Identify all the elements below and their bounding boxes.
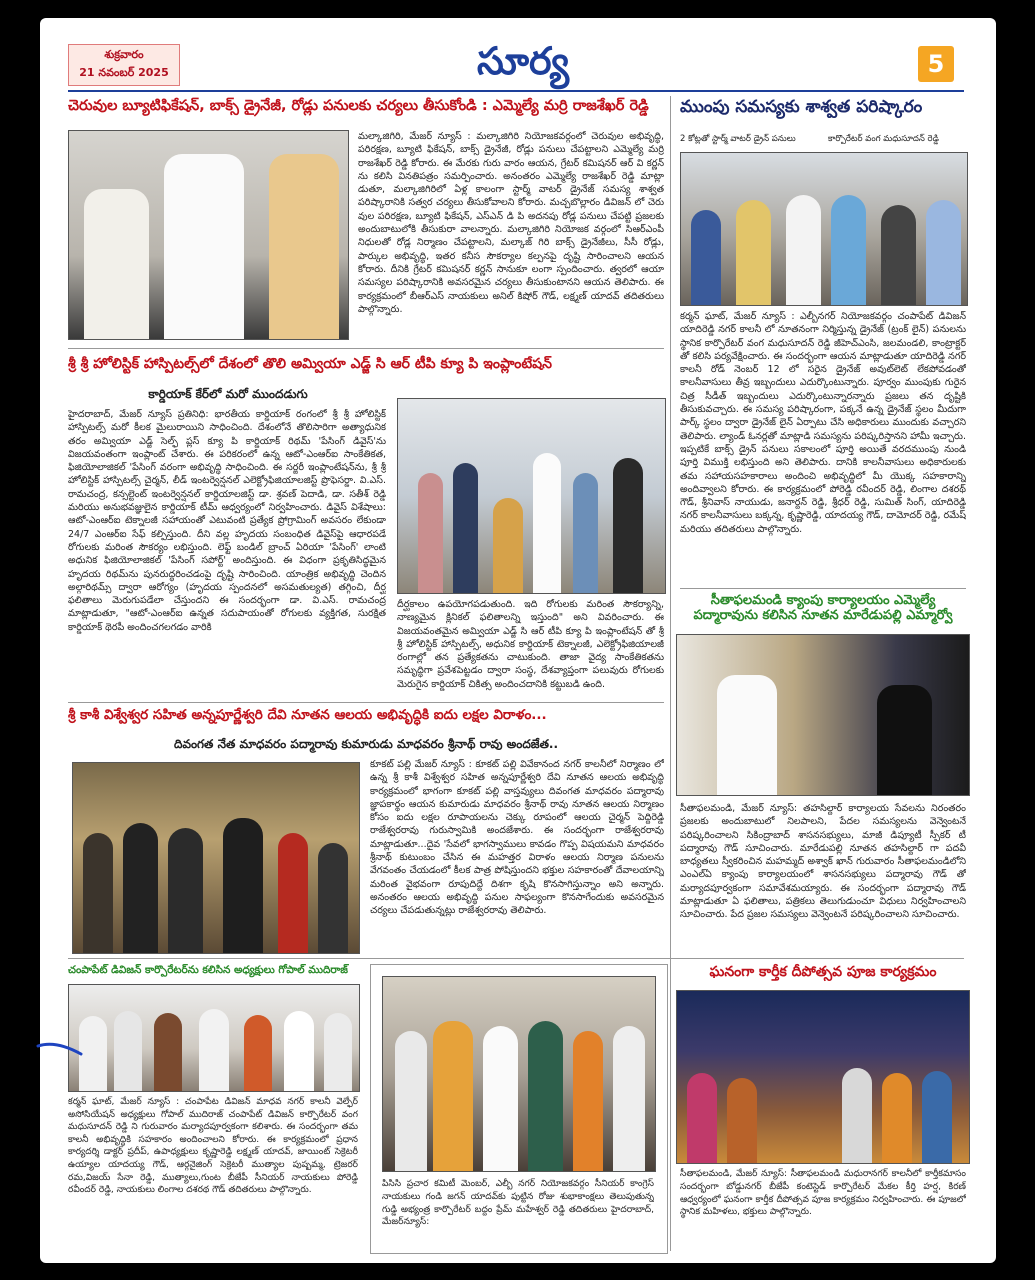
story3-body-left: హైదరాబాద్, మేజర్ న్యూస్ ప్రతినిధి: భారతీయ కార్డియాక్ రంగంలో శ్రీ శ్రీ హోలిస్టిక్ హాస్పిటల్స్ మరో కీలక మైలురాయిని సాధించింది. దేశంలోనే తొలిసారిగా అత్యాధునిక తరం అమ్వియా ఎడ్జ్ సెల్ఫ్ ప్లస్ క్యూ పి కార్డియాక్ రిథమ్ 'పేసింగ్ డివైస్'ను విజయవంతంగా ఇంప్లాంట్ చేశారు. ఈ పరికరంలో ఉన్న ఆటో-ఎంఆర్ఐ సాంకేతికత, ఫిజియోలాజికల్ 'పేసింగ్ వరంగా అభివృద్ధి సాధించింది. ఈ సర్జరీ ఇంప్లాంటేషన్‌ను, శ్రీ శ్రీ హోలిస్టిక్ హాస్పిటల్స్ చైర్మన్, లీడ్ ఇంటర్వెన్షనల్ ఎలెక్ట్రోఫిజియాలజిస్ట్ ప్రొఫెసర్డా. వి.ఎస్. రామచంద్ర, కన్సల్టెంట్ ఇంటర్వెన్షనల్ కార్డియాలజిస్ట్ డా. శ్రవణ్ పెదాడి, డా. సతీశ్ రెడ్డి మరియు అనుభవజ్ఞులైన కార్డియాక్ టీమ్ ఆధ్వర్యంలో నిర్వహించారు. డివైస్ విశేషాలు: ఆటో-ఎంఆర్ఐ టెక్నాలజీ సహాయంతో ఎటువంటి ప్రత్యేక ప్రోగ్రామింగ్ అవసరం లేకుండా 24/7 ఎంఆర్ఐ సేఫ్ కల్పిస్తుంది. దీని వల్ల హృదయ సంబంధిత డివైస్‌పై ఆధారపడే రోగులకు మరింత సౌకర్యం లభిస్తుంది. లెఫ్ట్ బండిల్ బ్రాంచ్ ఏరియా 'పేసింగ్' లాంటి అధునిక ఫిజియోలాజికల్ 'పేసింగ్ సపోర్ట్' అందిస్తుంది. ఈ విధంగా ప్రకృతిసిద్ధమైన హృదయ రిథమ్‌ను పునరుద్ధరించడంపై దృష్టి సారించింది. యాంత్రిక అభివృద్ధి చెందిన అల్గారిథమ్స్ ద్వారా ఆరోగ్యం (హృదయ స్పందనలో అసమతుల్యత) తగ్గించి, దీర్ఘ ఫలితాలు మెరుగుపడేలా చేస్తుందని ఈ సందర్భంగా డా. వి.ఎస్. రామచంద్ర మాట్లాడుతూ, "ఆటో-ఎంఆర్ఐ ఉన్నత సదుపాయంతో రోగులకు వ్యక్తిగత, సురక్షిత కార్డియాక్ థెరపీ అందించగలగడం వారికి <box>68 409 386 633</box>
newspaper-page <box>40 18 996 1263</box>
person-figure <box>164 154 244 339</box>
person-figure <box>395 1031 427 1171</box>
person-figure <box>269 154 339 339</box>
story2-photo <box>680 152 968 306</box>
person-figure <box>687 1073 717 1163</box>
person-figure <box>736 200 771 305</box>
person-figure <box>882 1073 912 1163</box>
story8-body: సీతాఫలమండి, మేజర్ న్యూస్: సీతాఫలమండి మధురానగర్ కాలనీలో కార్తీకమాసం సందర్భంగా బోడ్డునగర్ బీజేపీ కంటెస్టెడ్ కార్పొరేటర్ మేకల కీర్తి హర్ష, కిరణ్ ఆధ్వర్యంలో ఘనంగా కార్తీక దీపోత్సవ పూజ కార్యక్రమం నిర్వహించారు. ఈ పూజలో స్థానిక మహిళలు, భక్తులు పాల్గొన్నారు. <box>680 1169 966 1218</box>
person-figure <box>168 828 203 953</box>
section-rule <box>68 702 664 703</box>
story2-tag-right: కార్పొరేటర్ వంగ మధుసూదన్ రెడ్డి <box>828 134 939 144</box>
page-number: 5 <box>927 50 945 78</box>
story4-headline: శ్రీ కాశీ విశ్వేశ్వర సహిత అన్నపూర్ణేశ్వరి దేవి నూతన ఆలయ అభివృద్ధికి ఐదు లక్షల విరాళం... <box>68 707 547 723</box>
story3-photo <box>397 398 666 594</box>
person-figure <box>573 473 598 593</box>
section-rule <box>68 348 664 349</box>
story3-body-right: దీర్ఘకాలం ఉపయోగపడుతుంది. ఇది రోగులకు మరింత సౌకర్యాన్ని, నాణ్యమైన క్లినికల్ ఫలితాలన్ని ఇస్తుంది" అని వివరించారు. ఈ విజయవంతమైన అమ్వియా ఎడ్జ్ సి ఆర్ టీపి క్యూ పి ఇంప్లాంటేషన్ తో శ్రీ శ్రీ హోలిస్టిక్ హాస్పిటల్స్, అధునిక కార్డియాక్ టెక్నాలజీ, ఎలెక్ట్రోఫిజియాలజీ రంగాల్లో తన ప్రత్యేకతను చాటుకుంది. తాజా వైద్య సాంకేతికతను సమృద్ధిగా ప్రవేశపెట్టడం ద్వారా సంస్థ, దేశవ్యాప్తంగా పలువురు రోగులకు మెరుగైన కార్డియాక్ చికిత్స అందించదానికి కట్టుబడి ఉంది. <box>397 599 664 690</box>
person-figure <box>154 1013 182 1091</box>
person-figure <box>926 200 961 305</box>
person-figure <box>877 685 932 795</box>
person-figure <box>453 463 478 593</box>
person-figure <box>691 210 721 305</box>
story5-headline: సీతాఫలమండి క్యాంపు కార్యాలయం ఎమ్మెల్యే పద్మారావును కలిసిన నూతన మారేడుపల్లి ఎమ్మార్వో <box>693 593 953 623</box>
story6-photo <box>68 984 360 1092</box>
person-figure <box>533 453 561 593</box>
person-figure <box>223 818 263 953</box>
story4-subhead: దివంగత నేత మాధవరం పద్మారావు కుమారుడు మాధవరం శ్రీనాథ్ రావు అందజేత.. <box>173 737 559 751</box>
person-figure <box>573 1031 603 1171</box>
person-figure <box>717 675 777 795</box>
person-figure <box>831 195 866 305</box>
masthead-day: శుక్రవారం <box>104 48 144 61</box>
story8-headline: ఘనంగా కార్తీక దీపోత్సవ పూజ కార్యక్రమం <box>709 964 937 980</box>
masthead-logo: సూర్య <box>477 38 569 83</box>
person-figure <box>83 833 113 953</box>
story6-headline: చంపాపేట్ డివిజన్ కార్పొరేటర్‌ను కలిసిన అధ్యక్షులు గోపాల్ ముదిరాజ్ <box>68 964 348 976</box>
person-figure <box>278 833 308 953</box>
story4-photo <box>72 762 360 954</box>
person-figure <box>613 458 643 593</box>
story2-headline: ముంపు సమస్యకు శాశ్వత పరిష్కారం <box>680 97 923 117</box>
person-figure <box>842 1068 872 1163</box>
story5-photo <box>676 634 970 796</box>
masthead-date: 21 నవంబర్ 2025 <box>79 66 169 79</box>
story8-photo <box>676 990 970 1164</box>
story1-body: మల్కాజిగిరి, మేజర్ న్యూస్ : మల్కాజిగిరి నియోజకవర్గంలో చెరువుల అభివృద్ధి, పరిరక్షణ, బ్యూటి ఫికేషన్, బాక్స్ డ్రైనేజీ, రోడ్లు పనులు చేపట్టాలని ఎమ్మెల్యే మర్రి రాజశేఖర్ రెడ్డి కోరారు. ఈ మేరకు గురు వారం ఆయన, గ్రేటర్ కమిషనర్ ఆర్ వి కర్ణన్ ను కలిసి వినతిపత్రం సమర్పించారు. అనంతరం ఎమ్మెల్యే రాజశేఖర్ రెడ్డి మాట్లా డుతూ, మల్కాజిగిరిలో ఏళ్ల కాలంగా స్టార్మ్ వాటర్ డ్రైనేజ్ సమస్య శాశ్వత పరిష్కారానికి సత్వర చర్యలు తీసుకోవాలని కోరారు. మచ్చబొల్లారం డివిజన్ లో చెరు వుల పరిరక్షణ, బ్యూటి ఫికేషన్, ఎస్ఎన్ డి పి అదనపు రోడ్ల పనులు చేపట్టి ప్రజలకు అందుబాటులోకి తీసుకురా వాలన్నారు. మల్కాజిగిరి నియోజక వర్గంలో సిఆర్ఎంపీ నిధులతో రోడ్ల నిర్మాణం చేపట్టాలని, మల్కాజ్ గిరి బాక్స్ డ్రైనేజీలు, సీసీ రోడ్లు, పార్కుల అభివృద్ధి, ఇతర కనీస సౌకర్యాల కల్పనపై దృష్టి సారించాలని ఆయన కోరారు. దీనికి గ్రేటర్ కమిషనర్ కర్ణన్ సానుకూ లంగా స్పందించారు. త్వరలో ఆయా సమస్యల పరిష్కారానికి అవసరమైన చర్యలు తీసుకుంటానని ఆయన తెలిపారు. ఈ కార్యక్రమంలో బీఆర్ఎస్ నాయకులు అనిల్ కిషోర్ గౌడ్, లక్ష్మణ్ యాదవ్ తదితరులు పాల్గొన్నారు. <box>358 131 664 315</box>
person-figure <box>199 1009 229 1091</box>
story2-tag-left: 2 కోట్లతో స్టార్మ్ వాటర్ డ్రైన్ పనులు <box>680 134 796 144</box>
person-figure <box>114 1011 142 1091</box>
person-figure <box>922 1071 952 1163</box>
person-figure <box>493 498 523 593</box>
story4-body: కూకట్ పల్లి మేజర్ న్యూస్ : కూకట్ పల్లి వివేకానంద నగర్ కాలనీలో నిర్మాణం లో ఉన్న శ్రీ కాశీ విశ్వేశ్వర సహిత అన్నపూర్ణేశ్వరి దేవి నూతన ఆలయ అభివృద్ధి కార్యక్రమంలో భాగంగా కూకట్ పల్లి వాస్తవ్యులు దివంగత మాధవరం పద్మారావు జ్ఞాపకార్థం ఆయన కుమారుడు మాధవరం శ్రీనాథ్ రావు నూతన ఆలయ నిర్మాణం కోసం ఐదు లక్షల రూపాయలను చెక్కు రూపంలో ఆలయ చైర్మన్ పెద్దిరెడ్డి రాజేశ్వరరావు గురుస్వామికి అందజేశారు. ఈ సందర్భంగా రాజేశ్వరరావు మాట్లాడుతూ...దైవ 'సేవలో భాగస్వాములు కావడం గొప్ప విషయమని మాధవరం శ్రీనాథ్ కుటుంబం చేసిన ఈ మహత్తర విరాళం ఆలయ నిర్మాణ పనులను వేగవంతం చేయడంలో కీలక పాత్ర పోషిస్తుందని భక్తుల సహకారంతో దేవాలయాన్ని మరింత వైభవంగా రూపుదిద్దే దిశగా కృషి కొనసాగిస్తున్నాం అని అన్నారు. అనంతరం ఆలయ అభివృద్ధి పనుల సాఫల్యంగా కొనసాగేందుకు అవసరమైన చర్యలు చేపడుతున్నట్లు రాజేశ్వరరావు తెలిపారు. <box>370 759 664 917</box>
person-figure <box>528 1021 563 1171</box>
story1-headline: చెరువుల బ్యూటిఫికేషన్, బాక్స్ డ్రైనేజీ, రోడ్లు పనులకు చర్యలు తీసుకోండి : ఎమ్మెల్యే మర్రి రాజశేఖర్ రెడ్డి <box>68 98 649 114</box>
masthead-date-box <box>68 44 180 86</box>
section-rule <box>68 958 964 959</box>
page-number-badge <box>918 46 954 82</box>
person-figure <box>881 205 916 305</box>
story1-photo <box>68 130 349 340</box>
story6-body: కర్మన్ ఘాట్, మేజర్ న్యూస్ : చంపాపేట డివిజన్ మాధవ నగర్ కాలనీ వెల్ఫేర్ అసోసియేషన్ అధ్యక్షులు గోపాల్ ముదిరాజ్ చంపాపేట్ డివిజన్ కార్పొరేటర్ వంగ మధుసూదన్ రెడ్డి ని గురువారం మర్యాదపూర్వకంగా కలిశారు. ఈ సందర్భంగా తమ కాలనీ అభివృద్ధికి సహకారం అందించాలని కోరారు. ఈ కార్యక్రమంలో ప్రధాన కార్యదర్శి డాక్టర్ ప్రదీప్, ఉపాధ్యక్షులు కృష్ణారెడ్డి లక్ష్మణ్ యాదవ్, జాయింట్ సెక్రెటరీ ఉయ్యాల యాదయ్య గౌడ్, ఆర్గనైజింగ్ సెక్రెటరీ ముత్యాల పుష్పమ్మ, ట్రెజరర్ రమ,విజయ్ సేనా రెడ్డి, ముత్యాలు,గుంట బీజేపీ సీనియర్ నాయకులు పోరెడ్డి రవీందర్ రెడ్డి, నాయకులు లింగాల దశరథ గౌడ్ తదితరులు పాల్గొన్నారు. <box>68 1097 358 1196</box>
ink-mark <box>36 1040 86 1060</box>
person-figure <box>433 1021 473 1171</box>
person-figure <box>324 1013 352 1091</box>
person-figure <box>123 823 158 953</box>
person-figure <box>284 1011 314 1091</box>
person-figure <box>84 189 149 339</box>
person-figure <box>727 1078 757 1163</box>
story7-photo <box>382 976 656 1172</box>
person-figure <box>318 843 348 953</box>
story3-headline: శ్రీ శ్రీ హోలిస్టిక్ హాస్పిటల్స్‌లో దేశంలో తొలి అమ్వియా ఎడ్జ్ సి ఆర్ టీపి క్యూ పి ఇంప్లాంటేషన్ <box>68 356 552 372</box>
story7-body: పిసిసి ప్రచార కమిటీ మెంబర్, ఎల్బీ నగర్ నియోజకవర్గం సీనియర్ కాంగ్రెస్ నాయకులు గండి జగన్ యాదవ్‌కు పుట్టిన రోజు శుభాకాంక్షలు తెలుపుతున్న గుడ్డి అభ్యంత్ర కార్పొరేటర్ బద్దం ప్రేమ్ మహేశ్వర్ రెడ్డి తదితరులు హైదరాబాద్, మేజర్‌న్యూస్: <box>382 1179 654 1228</box>
person-figure <box>483 1026 518 1171</box>
person-figure <box>613 1026 645 1171</box>
person-figure <box>786 195 821 305</box>
person-figure <box>418 473 443 593</box>
masthead-rule <box>68 90 964 92</box>
story5-body: సీతాఫలమండి, మేజర్ న్యూస్: తహసిల్దార్ కార్యాలయ సేవలను నిరంతరం ప్రజలకు అందుబాటులో నిలపాలని, పేదల సమస్యలను వెన్వెంటనే పరిష్కరించాలని సికింద్రాబాద్ శాసనసభ్యులు, మాజీ డిప్యూటీ స్పీకర్ టీ పద్మారావు గౌడ్ సూచించారు. మారేడుపల్లి నూతన తహసిల్దార్ గా పదవీ బాధ్యతలు స్వీకరించిన మహమ్మద్ అశ్వాక్ ఖాన్ గురువారం సీతాఫలమండిలోని ఎంఎల్ఏ క్యాంపు కార్యాలయంలో శాసనసభ్యులు పద్మారావు గౌడ్ తో మర్యాదపూర్వకంగా సమావేశమయ్యారు. ఈ సందర్భంగా పద్మారావు గౌడ్ మాట్లాడుతూ ఏ ఫలితాలు, పత్రికలు తెలుగుడుంచూ విధులు నిర్వహించాలని సూచించారు. పేద ప్రజల సమస్యలు వెన్వెంటనే పరిష్కరించాలని సూచించారు. <box>680 803 966 921</box>
story3-subhead: కార్డియాక్ కేర్‌లో మరో ముందడుగు <box>148 387 308 401</box>
story2-body: కర్మన్ ఘాట్, మేజర్ న్యూస్ : ఎల్బీనగర్ నియోజకవర్గం చంపాపేట్ డివిజన్ యాదిరెడ్డి నగర్ కాలనీ లో నూతనంగా నిర్మిస్తున్న డ్రైనేజ్ (ట్రంక్ లైన్) పనులను స్థానిక కార్పొరేటర్ వంగ మధుసూదన్ రెడ్డి జీహెచ్ఎంసి, జలమండలి, కాంట్రాక్టర్ తో కలిసి పర్యవేక్షించారు. ఈ సందర్భంగా ఆయన మాట్లాడుతూ యాదిరెడ్డి నగర్ కాలనీ రోడ్ నెంబర్ 12 లో సరైన డ్రైనేజ్ అవుట్‌లెట్ లేకపోవడంతో కాలనీవాసులు తీవ్ర ఇబ్బందులు ఎదుర్కొంటున్నారు. పూర్వం ముంపుకు గురైన చిత్ర సీడీత్ ఇబ్బందులు ఎదుర్కొంటున్నారన్నారు ప్రజలు తన దృష్టికి తీసుకువచ్చారు. ఈ సమస్య పరిష్కారంగా, పక్కనే ఉన్న డ్రైనేజ్ స్థలం మీదుగా పార్క్ స్థలం ద్వారా డ్రైనేజ్ లైన్ ఏర్పాటు చేసి అధికారులు ముందుకు వచ్చారని తెలిపారు. ల్యాండ్ ఓనర్లతో మాట్లాడి సమస్యను పరిష్కరిస్తానని హామీ ఇచ్చారు. ఇప్పటికే బాక్స్ డ్రైన్ పనులు సకాలంలో పూర్తి అయితే వరదముంపు నుండి పూర్తి విముక్తి లభిస్తుంది అని తెలిపారు. దానికి కాలనీవాసులు అధికారులకు తమ సహాయసహకారాలు అందించి అభివృద్ధిలో మీ యొక్క సహకారాన్ని అందివ్వాలని కోరారు. ఈ కార్యక్రమంలో పోరెడ్డి రవీందర్ రెడ్డి, లింగాల దశరథ్ గౌడ్, శ్రీనివాస్ నాయుడు, జనార్దన్ రెడ్డి, శ్రీధర్ రెడ్డి, సుమిత్ సింగ్, యాదిరెడ్డి నగర్ కాలనీవాసులు బక్కన్న, కృష్ణారెడ్డి, యాదయ్య గౌడ్, దామోదర్ రెడ్డి, రమేష్ మరియు తదితరులు పాల్గొన్నారు. <box>680 311 966 535</box>
vertical-column-rule <box>670 96 671 1251</box>
person-figure <box>244 1015 272 1091</box>
section-rule <box>680 588 966 589</box>
